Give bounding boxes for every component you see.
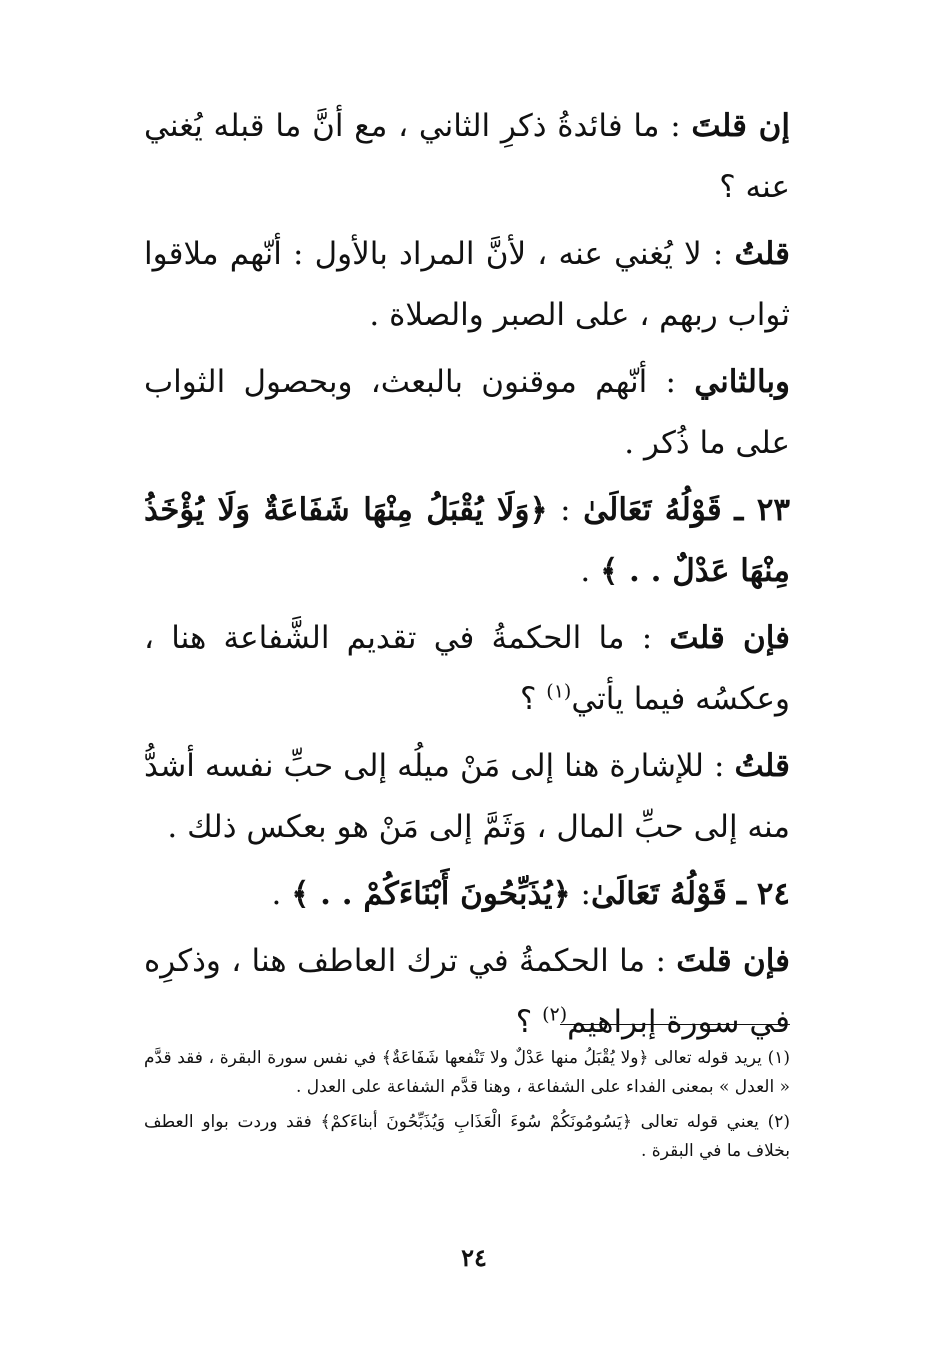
main-text [144,96,790,1059]
quran-text: ﴿يُذَبِّحُونَ أَبْنَاءَكُمْ . . ﴾ [291,876,571,912]
footnote-2: (٢) يعني قوله تعالى ﴿يَسُومُونَكُمْ سُوءَ الْعَذَابِ وَيُذَبِّحُونَ أبناءَكمْ﴾ فقد وردت بواو العطف بخلاف ما في البقرة . [144,1112,790,1161]
paragraph-answer-1 [144,224,790,346]
paragraph-answer-2 [144,736,790,858]
paragraph-text: : أنّهم موقنون بالبعث، وبحصول الثواب على ما ذُكر . [144,364,790,461]
paragraph-text: : ما الحكمةُ في ترك العاطف هنا ، وذكرِه في سورة إبراهيم [144,943,790,1040]
paragraph-second-meaning [144,352,790,474]
verse-23 [144,480,790,602]
footnote-ref-1[interactable]: (١) [546,680,572,703]
lead-word: قلتُ [734,748,790,784]
verse-24 [144,864,790,925]
lead-word: وبالثاني [694,364,790,400]
verse-heading: قَوْلُهُ تَعَالَىٰ [583,492,722,528]
footnote-ref-2[interactable]: (٢) [542,1003,568,1026]
paragraph-question-1 [144,96,790,218]
paragraph-text: : لا يُغني عنه ، لأنَّ المراد بالأول : أنّهم ملاقوا ثواب ربهم ، على الصبر والصلاة . [144,236,790,333]
lead-word: إن قلتَ [691,108,791,144]
verse-end: . [271,876,292,912]
lead-word: قلتُ [734,236,790,272]
footnote-divider [560,1024,790,1025]
quran-text: ﴿وَلَا يُقْبَلُ مِنْهَا شَفَاعَةٌ وَلَا يُؤْخَذُ مِنْهَا عَدْلٌ . . ﴾ [144,492,790,589]
verse-colon: : [547,492,584,528]
paragraph-question-3 [144,931,790,1053]
verse-heading: قَوْلُهُ تَعَالَىٰ [590,876,727,912]
footnote-1: (١) يريد قوله تعالى ﴿ولا يُقْبَلُ منها عَدْلٌ ولا تَنْفعها شَفَاعَةٌ﴾ في نفس سورة البقرة ، فقد قدَّم « العدل » بمعنى الفداء على الشفاعة ، وهنا قدَّم الشفاعة على العدل . [144,1048,790,1097]
verse-number: ٢٤ ـ [736,876,790,912]
verse-colon: : [570,876,591,912]
paragraph-question-2 [144,608,790,730]
verse-number: ٢٣ ـ [734,492,791,528]
verse-end: . [580,553,601,589]
paragraph-end: ؟ [515,1004,543,1040]
paragraph-text: : للإشارة هنا إلى مَنْ ميلُه إلى حبِّ نفسه أشدُّ منه إلى حبِّ المال ، وَثَمَّ إلى مَنْ هو بعكس ذلك . [144,748,790,845]
paragraph-text: : ما الحكمةُ في تقديم الشَّفاعة هنا ، وعكسُه فيما يأتي [144,620,790,717]
lead-word: فإن قلتَ [669,620,791,656]
paragraph-text: : ما فائدةُ ذكرِ الثاني ، مع أنَّ ما قبله يُغني عنه ؟ [144,108,790,205]
footnotes [144,1044,790,1172]
paragraph-end: ؟ [519,681,547,717]
page-number: ٢٤ [461,1243,487,1272]
lead-word: فإن قلتَ [676,943,791,979]
